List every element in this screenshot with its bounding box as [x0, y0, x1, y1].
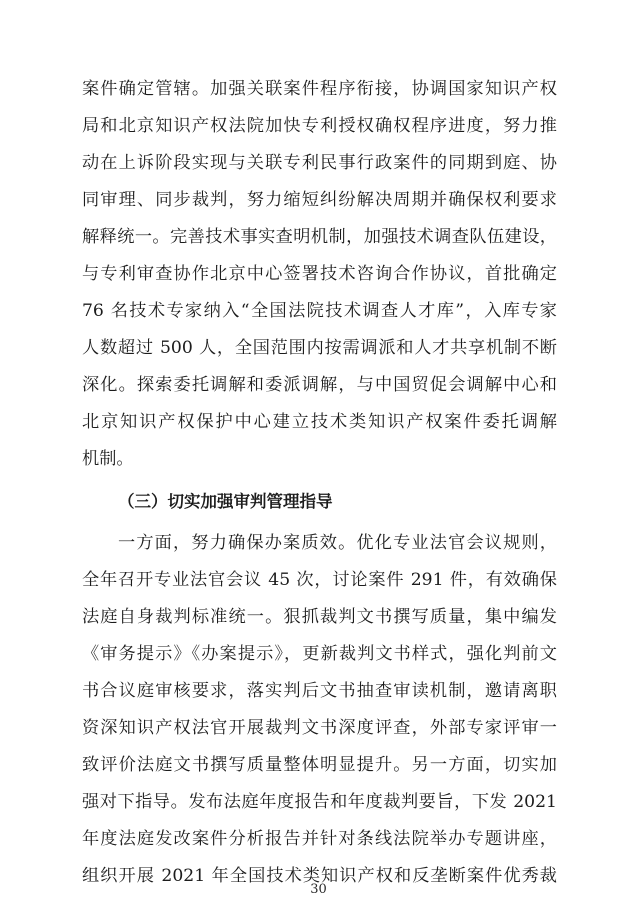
text-line: 机制。: [82, 449, 134, 469]
text-line: 解释统一。完善技术事实查明机制，加强技术调查队伍建设，: [82, 227, 557, 247]
text-line: 同审理、同步裁判，努力缩短纠纷解决周期并确保权利要求: [82, 190, 557, 210]
text-line: 强对下指导。发布法庭年度报告和年度裁判要旨，下发 2021: [82, 792, 557, 812]
text-line: 资深知识产权法官开展裁判文书深度评查，外部专家评审一: [82, 718, 557, 738]
text-line: 与专利审查协作北京中心签署技术咨询合作协议，首批确定: [82, 264, 557, 284]
text-line: 组织开展 2021 年全国技术类知识产权和反垄断案件优秀裁: [82, 866, 557, 886]
text-line: 致评价法庭文书撰写质量整体明显提升。另一方面，切实加: [82, 755, 557, 775]
text-line: 法庭自身裁判标准统一。狠抓裁判文书撰写质量，集中编发: [82, 607, 557, 627]
text-line: 人数超过 500 人，全国范围内按需调派和人才共享机制不断: [82, 338, 557, 358]
text-line: 一方面，努力确保办案质效。优化专业法官会议规则，: [118, 533, 557, 553]
text-line: 全年召开专业法官会议 45 次，讨论案件 291 件，有效确保: [82, 570, 557, 590]
text-line: 《审务提示》《办案提示》，更新裁判文书样式，强化判前文: [82, 644, 557, 664]
text-line: 书合议庭审核要求，落实判后文书抽查审读机制，邀请离职: [82, 681, 557, 701]
text-line: 北京知识产权保护中心建立技术类知识产权案件委托调解: [82, 412, 557, 432]
text-line: 年度法庭发改案件分析报告并针对条线法院举办专题讲座，: [82, 829, 557, 849]
text-line: 动在上诉阶段实现与关联专利民事行政案件的同期到庭、协: [82, 153, 557, 173]
page-number: 30: [310, 882, 327, 897]
text-line: 局和北京知识产权法院加快专利授权确权程序进度，努力推: [82, 116, 557, 136]
text-line: 案件确定管辖。加强关联案件程序衔接，协调国家知识产权: [82, 79, 557, 99]
text-line: 深化。探索委托调解和委派调解，与中国贸促会调解中心和: [82, 375, 557, 395]
section-heading: （三）切实加强审判管理指导: [118, 492, 333, 511]
text-line: 76 名技术专家纳入“全国法院技术调查人才库”，入库专家: [82, 301, 557, 321]
